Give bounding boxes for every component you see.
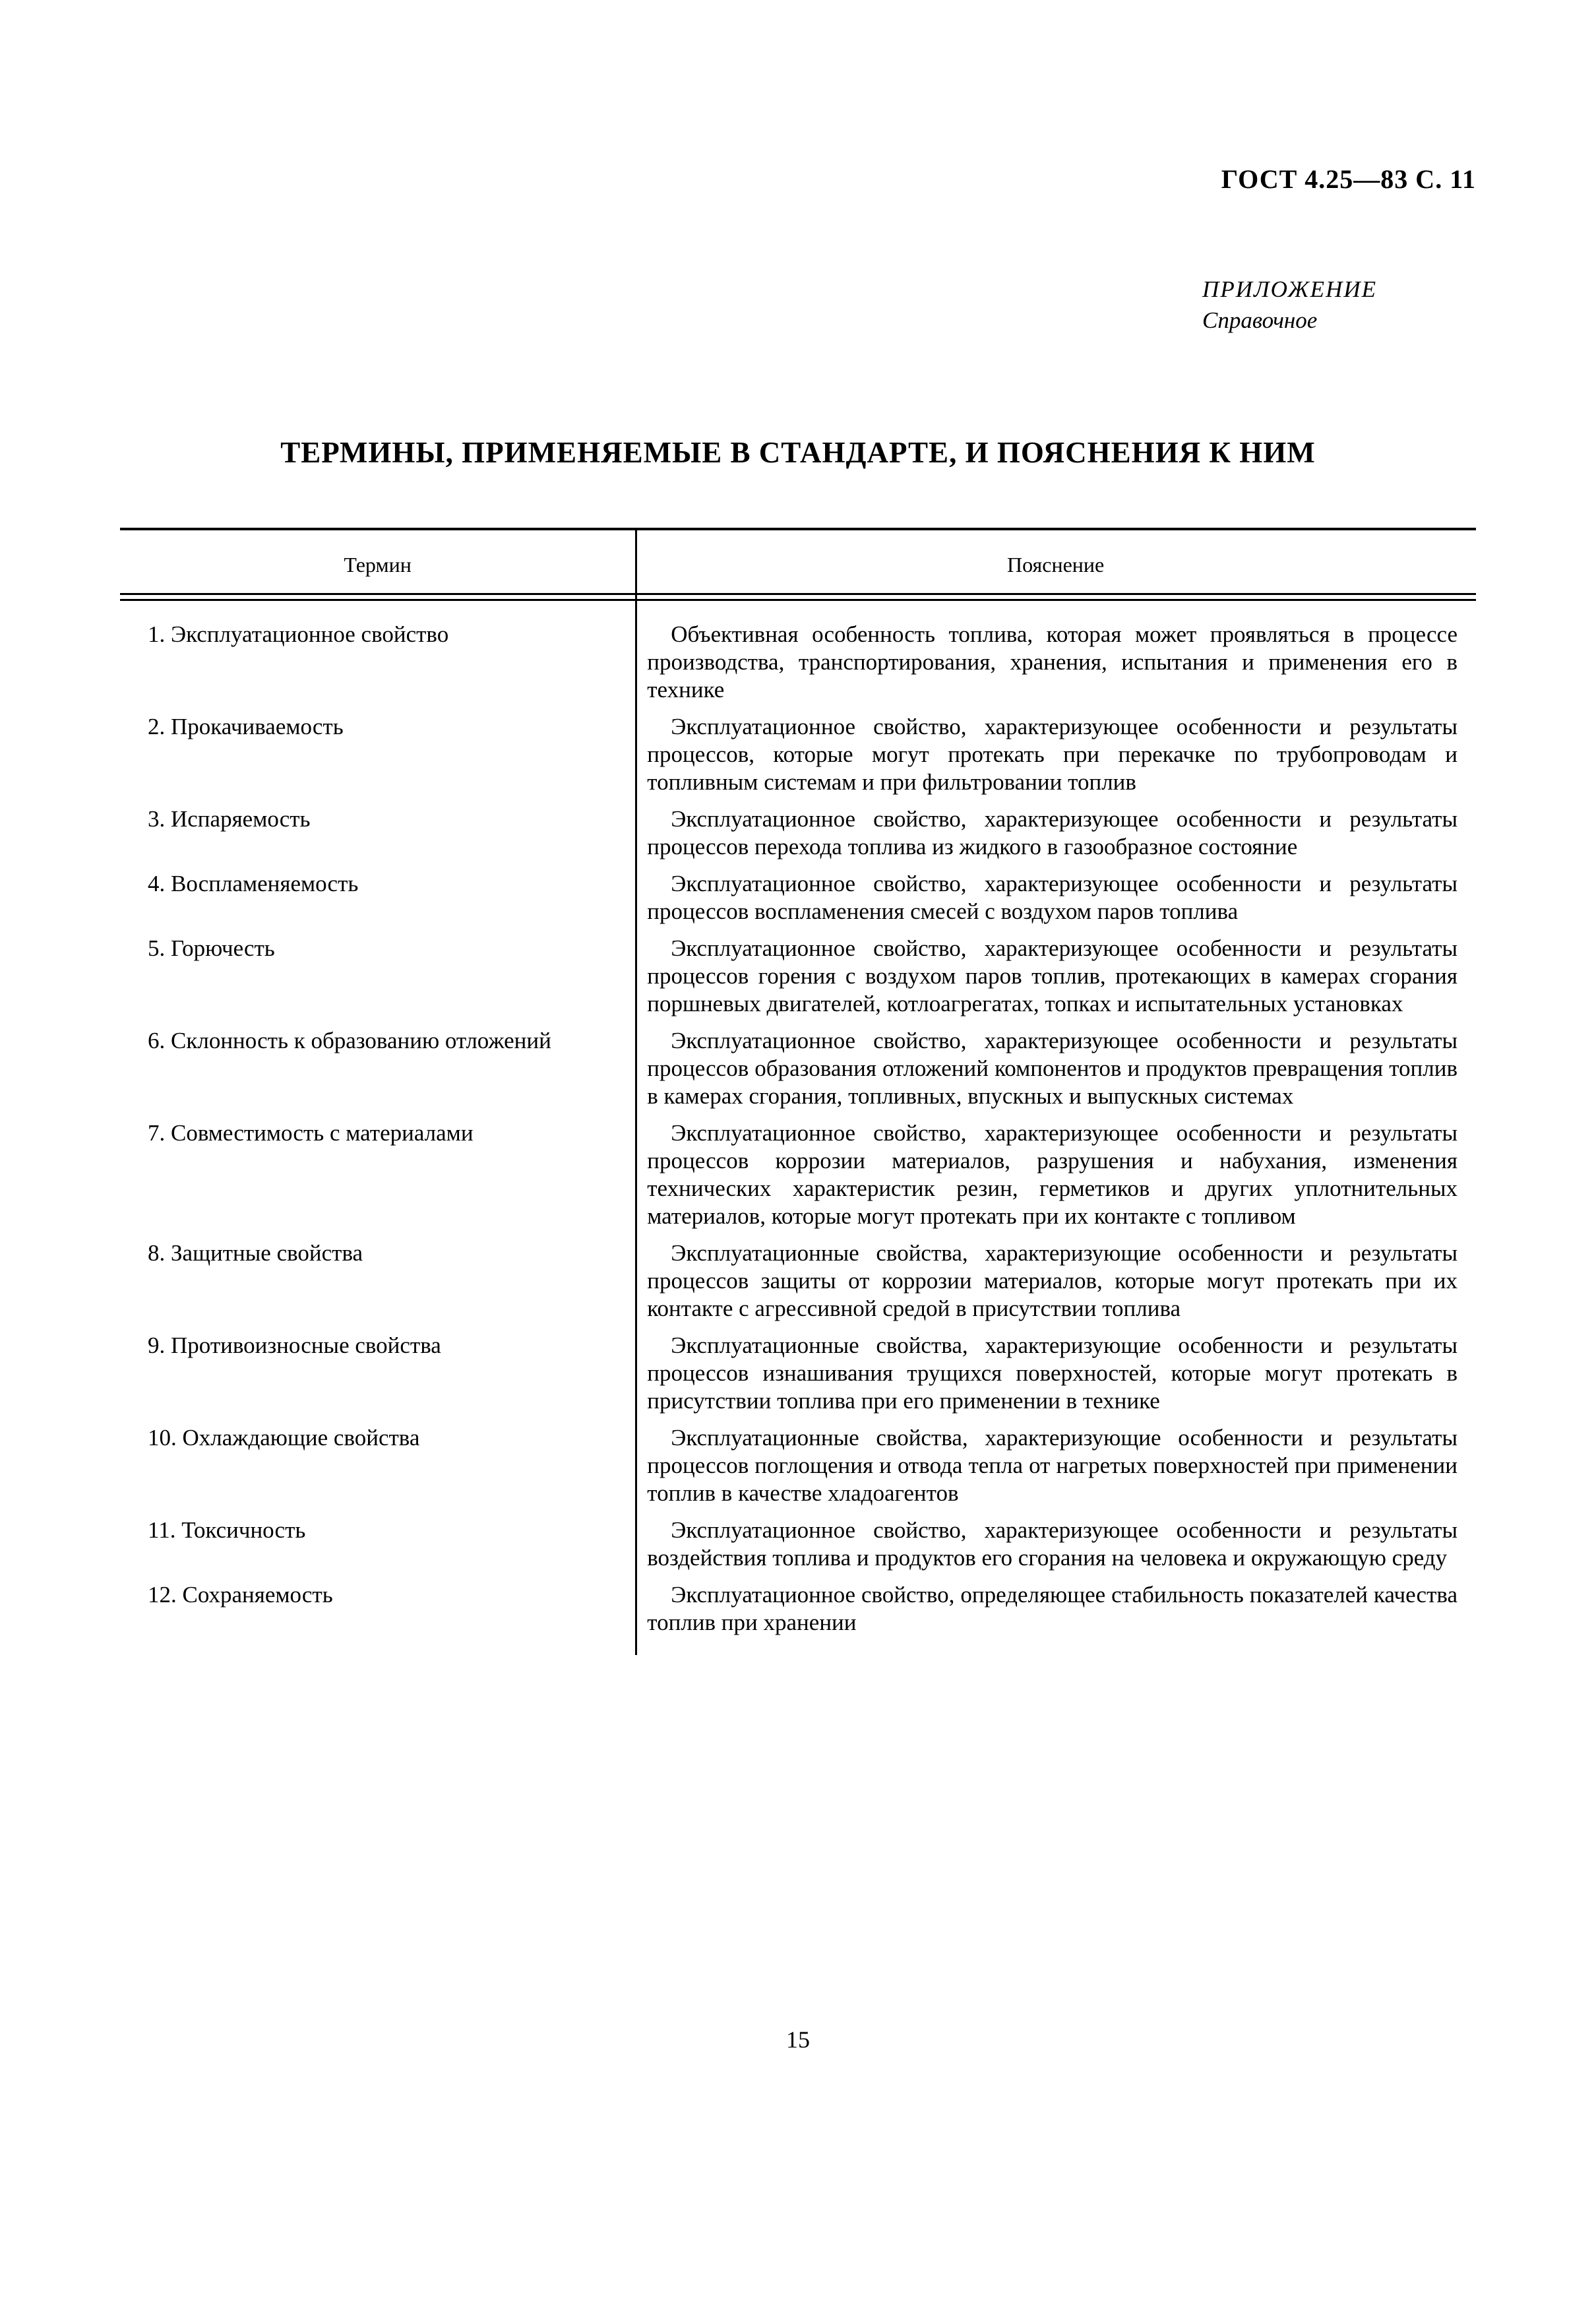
explanation-cell: Эксплуатационное свойство, характеризующее особенности и результаты процессов, которые могут протекать при перекачке по трубопроводам и топливным системам и при фильтровании топлив [647, 713, 1458, 795]
explanation-cell: Эксплуатационные свойства, характеризующие особенности и результаты процессов поглощения и отвода тепла от нагретых поверхностей при применении топлив в качестве хладоагентов [647, 1424, 1458, 1506]
table-header-explanation: Пояснение [1007, 552, 1105, 577]
table-row [120, 1027, 1476, 1110]
term-cell: 2. Прокачиваемость [148, 713, 344, 739]
term-cell: 1. Эксплуатационное свойство [148, 621, 449, 647]
table-row [120, 713, 1476, 796]
explanation-cell: Эксплуатационное свойство, характеризующее особенности и результаты процессов горения с воздухом паров топлив, протекающих в камерах сгорания поршневых двигателей, котлоагрегатах, топках и испытательных установках [647, 935, 1458, 1016]
term-cell: 12. Сохраняемость [148, 1581, 333, 1608]
table-row [120, 870, 1476, 925]
table-row [120, 621, 1476, 704]
term-cell: 3. Испаряемость [148, 805, 311, 832]
terms-table [120, 528, 1476, 1655]
explanation-cell: Эксплуатационное свойство, характеризующее особенности и результаты процессов воспламенения смесей с воздухом паров топлива [647, 870, 1458, 924]
explanation-cell: Объективная особенность топлива, которая может проявляться в процессе производства, транспортирования, хранения, испытания и применения его в технике [647, 621, 1458, 703]
term-cell: 4. Воспламеняемость [148, 870, 359, 896]
table-row [120, 805, 1476, 861]
annex-inner [1202, 274, 1377, 336]
explanation-cell: Эксплуатационные свойства, характеризующие особенности и результаты процессов изнашивания трущихся поверхностей, которые могут протекать в присутствии топлива при его применении в технике [647, 1332, 1458, 1414]
table-row [120, 1581, 1476, 1637]
page-title: ТЕРМИНЫ, ПРИМЕНЯЕМЫЕ В СТАНДАРТЕ, И ПОЯСНЕНИЯ К НИМ [280, 435, 1316, 469]
table-header-row [120, 530, 1476, 593]
term-cell: 9. Противоизносные свойства [148, 1332, 441, 1358]
table-row [120, 1332, 1476, 1415]
table-row [120, 1517, 1476, 1572]
table-row [120, 1424, 1476, 1507]
table-row [120, 935, 1476, 1018]
annex-label: ПРИЛОЖЕНИЕ [1202, 276, 1377, 302]
explanation-cell: Эксплуатационное свойство, характеризующее особенности и результаты процессов образования отложений компонентов и продуктов превращения топлив в камерах сгорания, топливных, впускных и выпускных системах [647, 1027, 1458, 1109]
explanation-cell: Эксплуатационное свойство, характеризующее особенности и результаты процессов коррозии материалов, разрушения и набухания, изменения технических характеристик резин, герметиков и других уплотнительных материалов, которые могут протекать при их контакте с топливом [647, 1119, 1458, 1229]
explanation-cell: Эксплуатационное свойство, характеризующее особенности и результаты процессов перехода топлива из жидкого в газообразное состояние [647, 805, 1458, 860]
document-reference: ГОСТ 4.25—83 С. 11 [1221, 164, 1476, 194]
table-body [120, 601, 1476, 1655]
table-row [120, 1239, 1476, 1323]
term-cell: 10. Охлаждающие свойства [148, 1424, 420, 1451]
table-row [120, 1119, 1476, 1230]
table-header-term: Термин [344, 552, 412, 577]
term-cell: 7. Совместимость с материалами [148, 1119, 474, 1146]
explanation-cell: Эксплуатационные свойства, характеризующие особенности и результаты процессов защиты от коррозии материалов, которые могут протекать при их контакте с агрессивной средой в присутствии топлива [647, 1239, 1458, 1321]
term-cell: 8. Защитные свойства [148, 1239, 363, 1266]
annex-block [120, 274, 1476, 336]
page-number: 15 [786, 2026, 810, 2053]
term-cell: 6. Склонность к образованию отложений [148, 1027, 551, 1053]
explanation-cell: Эксплуатационное свойство, характеризующее особенности и результаты воздействия топлива и продуктов его сгорания на человека и окружающую среду [647, 1517, 1458, 1571]
table-header-rule [120, 593, 1476, 601]
annex-note: Справочное [1202, 307, 1318, 334]
term-cell: 11. Токсичность [148, 1517, 306, 1543]
table-column-divider [635, 530, 637, 1655]
term-cell: 5. Горючесть [148, 935, 275, 961]
explanation-cell: Эксплуатационное свойство, определяющее стабильность показателей качества топлив при хранении [647, 1581, 1458, 1635]
